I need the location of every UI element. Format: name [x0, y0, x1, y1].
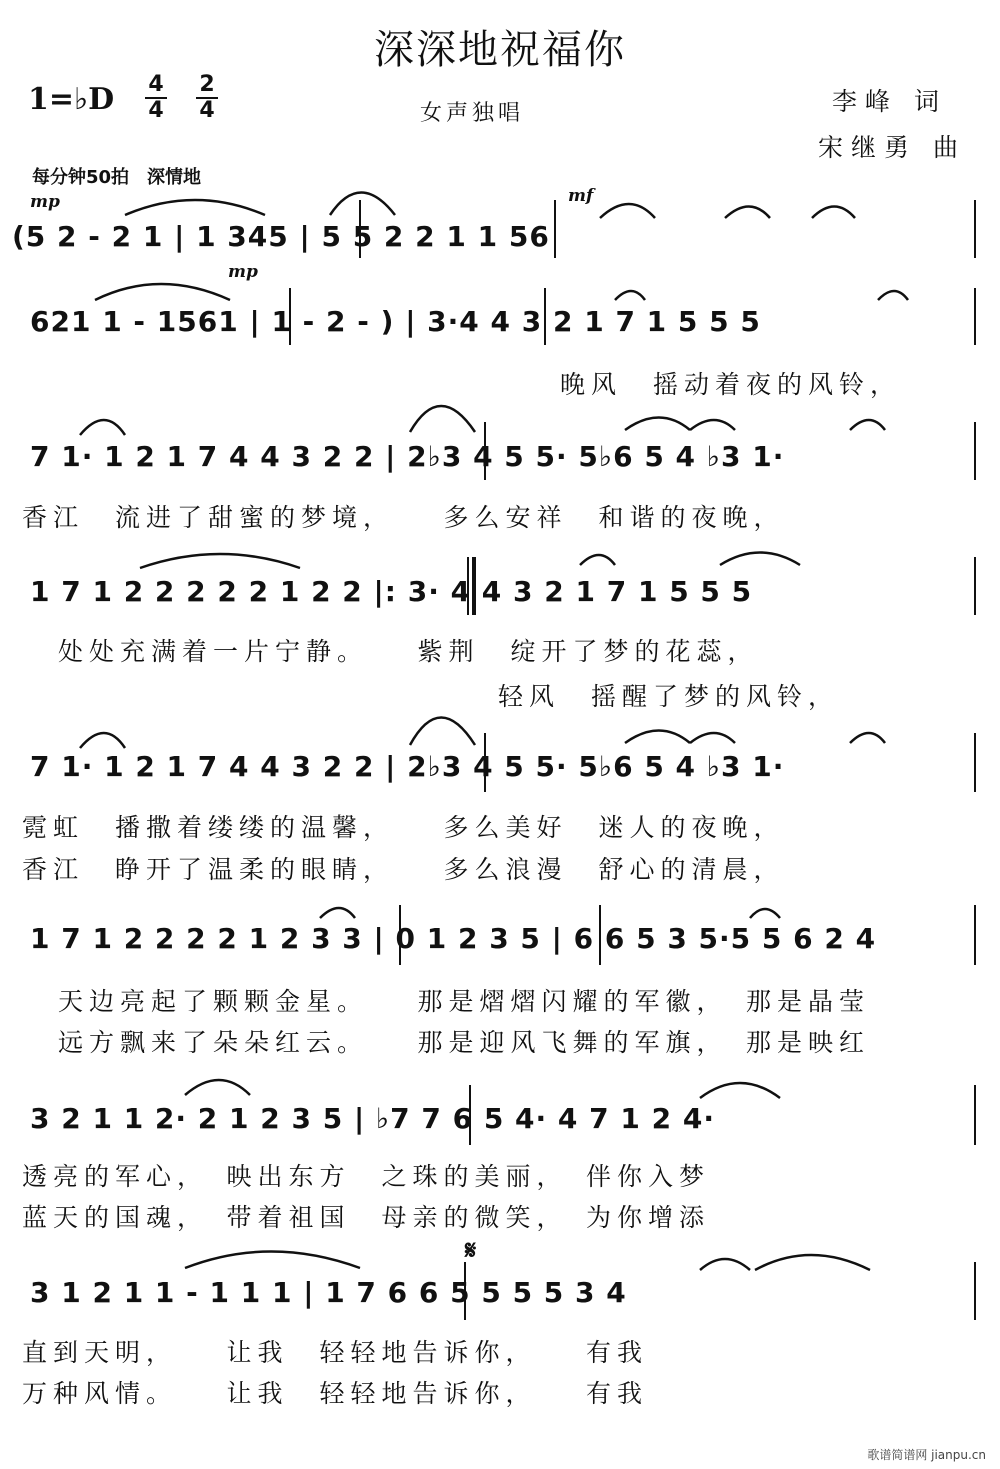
lyric-line: 轻风 摇醒了梦的风铃， [498, 682, 840, 711]
key-signature: 1=♭D [28, 82, 115, 117]
lyric-line: 直到天明， 让我 轻轻地告诉你， 有我 [22, 1338, 649, 1367]
lyric-line: 远方飘来了朵朵红云。 那是迎风飞舞的军旗， 那是映红 [58, 1028, 871, 1057]
lyric-line: 晚风 摇动着夜的风铃， [560, 370, 902, 399]
meter-denominator: 4 [148, 98, 164, 123]
tempo-marking: 每分钟50拍 深情地 [32, 167, 202, 188]
lyricist-credit: 李峰 词 [832, 87, 947, 116]
notation-row-8: 3 1 2 1 1 - 1 1 1 | 1 7 6 6 5 5 5 5 3 4 [30, 1276, 627, 1309]
meter-numerator: 2 [199, 72, 215, 97]
notation-row-7: 3 2 1 1 2· 2 1 2 3 5 | ♭7 7 6 5 4· 4 7 1 2 4· [30, 1102, 715, 1135]
meter-denominator: 4 [199, 98, 215, 123]
lyric-line: 透亮的军心， 映出东方 之珠的美丽， 伴你入梦 [22, 1162, 711, 1191]
dynamic-mp: mp [228, 262, 258, 282]
notation-row-4: 1 7 1 2 2 2 2 2 1 2 2 |: 3· 4 4 3 2 1 7 1 5 5 5 [30, 575, 753, 608]
barlines [290, 200, 975, 1320]
lyric-line: 处处充满着一片宁静。 紫荆 绽开了梦的花蕊， [58, 637, 759, 666]
lyric-line: 香江 流进了甜蜜的梦境， 多么安祥 和谐的夜晚， [22, 503, 785, 532]
notation-row-5: 7 1· 1 2 1 7 4 4 3 2 2 | 2♭3 4 5 5· 5♭6 5 4 ♭3 1· [30, 750, 785, 783]
segno-sign: 𝄋 [465, 1236, 477, 1266]
slurs [80, 193, 908, 1271]
lyric-line: 天边亮起了颗颗金星。 那是熠熠闪耀的军徽， 那是晶莹 [58, 987, 871, 1016]
lyric-line: 万种风情。 让我 轻轻地告诉你， 有我 [22, 1379, 649, 1408]
composer-credit: 宋继勇 曲 [818, 133, 966, 162]
dynamic-mp: mp [30, 192, 60, 212]
lyric-line: 香江 睁开了温柔的眼睛， 多么浪漫 舒心的清晨， [22, 855, 785, 884]
meter-numerator: 4 [148, 72, 164, 97]
notation-row-1: (5 2 - 2 1 | 1 345 | 5 5 2 2 1 1 56 [12, 220, 550, 253]
page-title: 深深地祝福你 [374, 27, 626, 73]
watermark: 歌谱简谱网 jianpu.cn [867, 1448, 986, 1462]
notation-row-6: 1 7 1 2 2 2 2 1 2 3 3 | 0 1 2 3 5 | 6 6 5 3 5·5 5 6 2 4 [30, 922, 877, 955]
lyric-line: 蓝天的国魂， 带着祖国 母亲的微笑， 为你增添 [22, 1203, 711, 1232]
dynamic-mf: mf [568, 186, 594, 206]
lyric-line: 霓虹 播撒着缕缕的温馨， 多么美好 迷人的夜晚， [22, 813, 785, 842]
subtitle: 女声独唱 [420, 101, 525, 126]
notation-row-2: 621 1 - 1561 | 1 - 2 - ) | 3·4 4 3 2 1 7 1 5 5 5 [30, 305, 761, 338]
notation-row-3: 7 1· 1 2 1 7 4 4 3 2 2 | 2♭3 4 5 5· 5♭6 5 4 ♭3 1· [30, 440, 785, 473]
